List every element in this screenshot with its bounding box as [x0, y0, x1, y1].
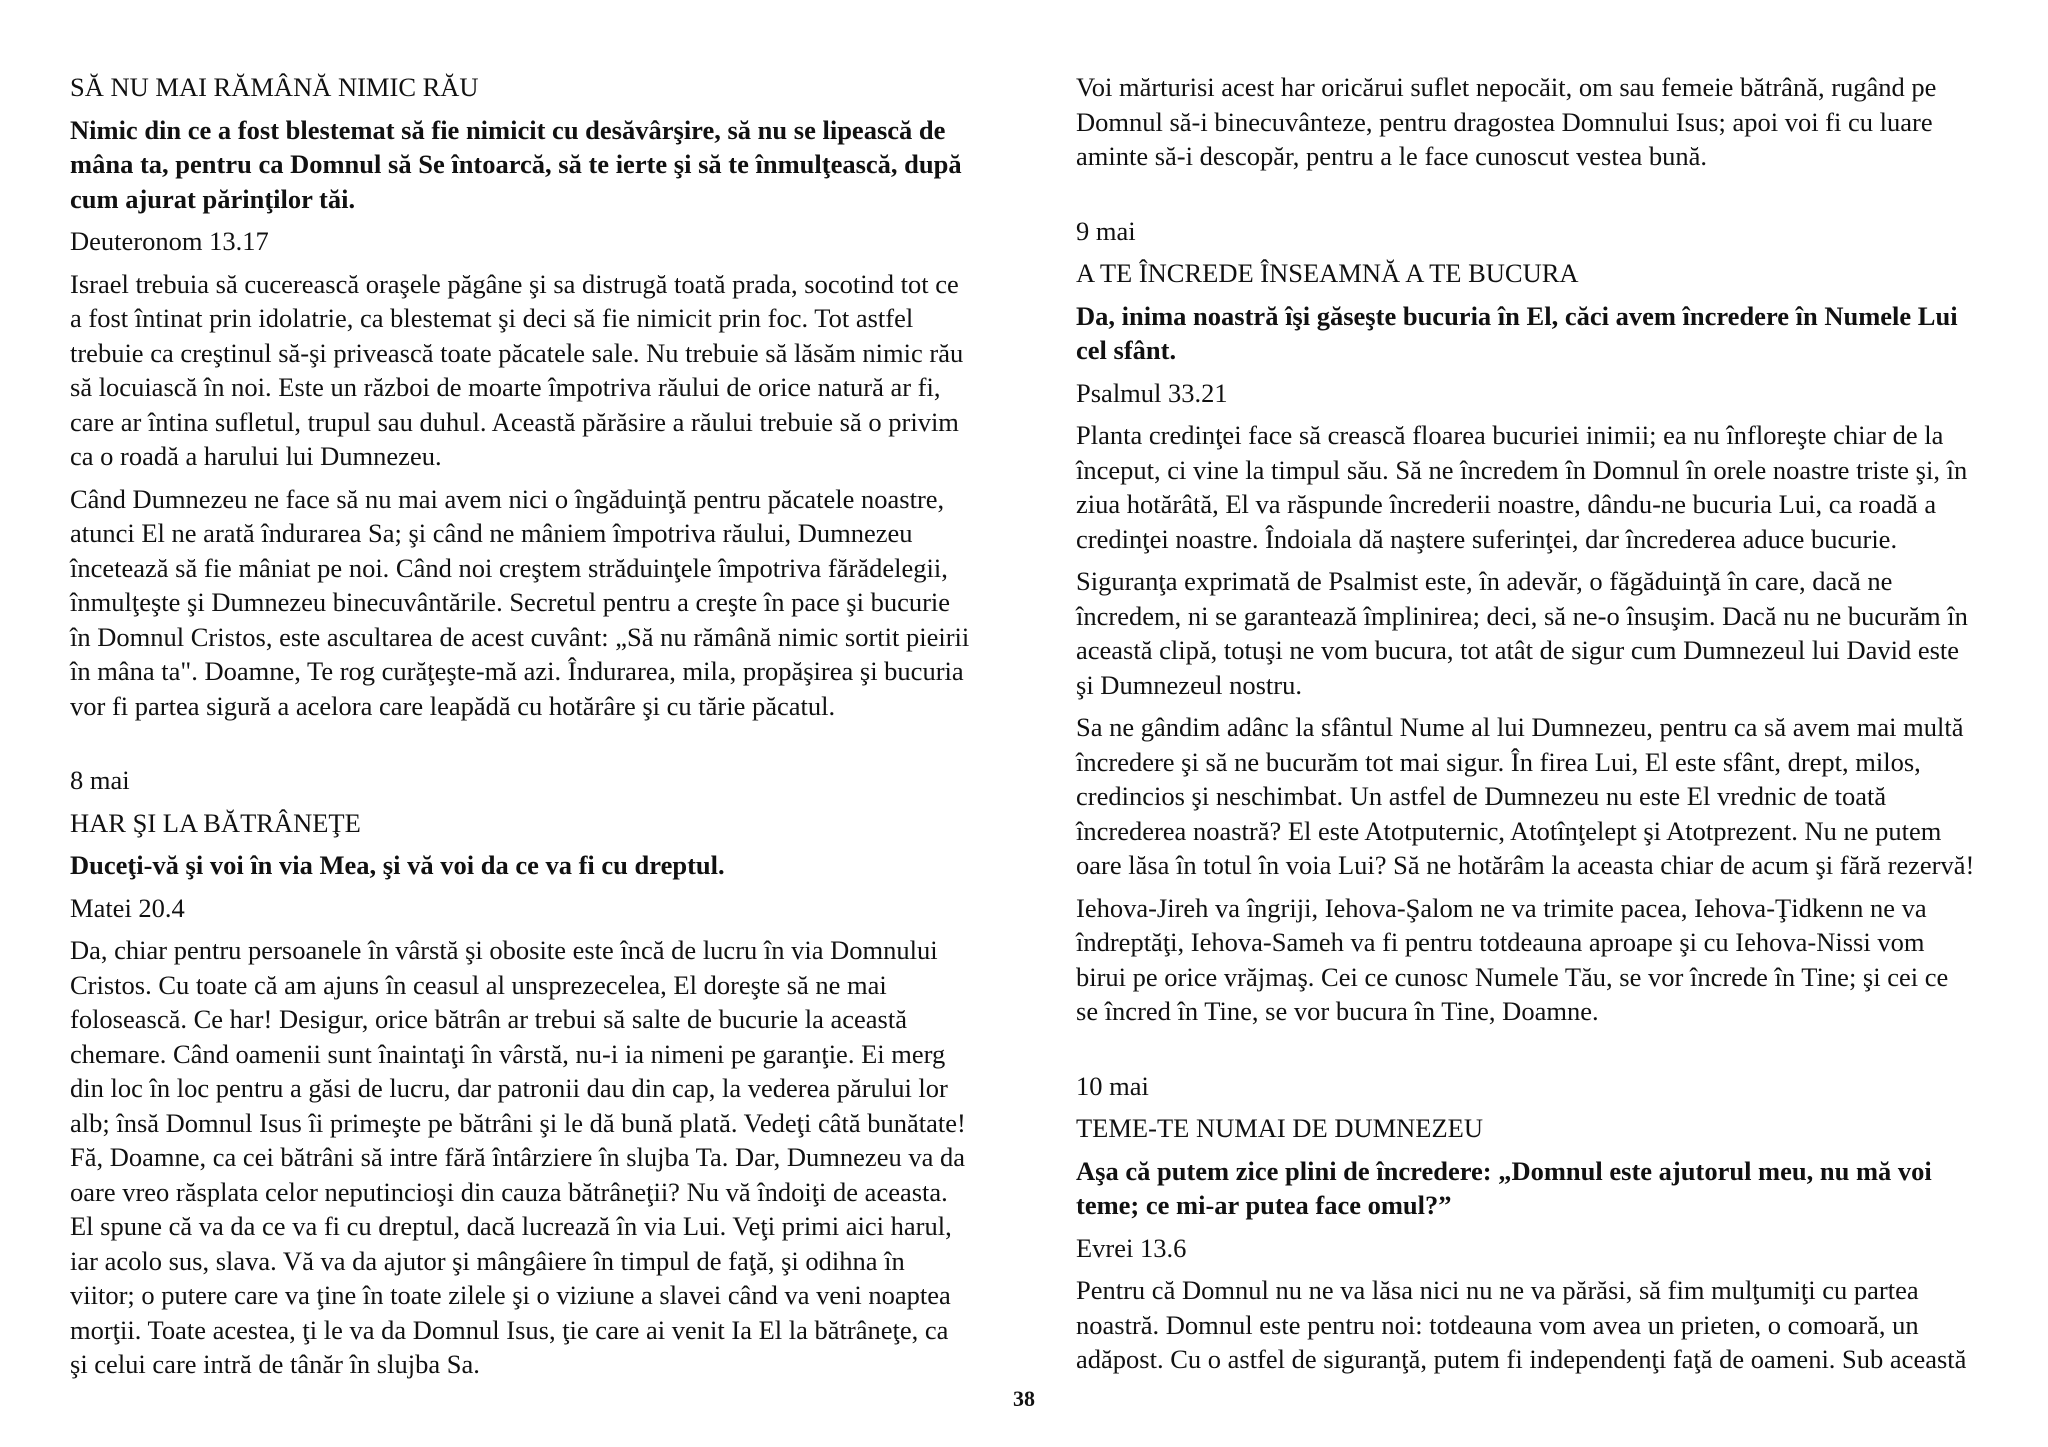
entry-date: 8 mai — [70, 765, 130, 795]
scripture-reference: Matei 20.4 — [70, 892, 185, 923]
entry-verse: Da, inima noastră îşi găseşte bucuria în El, căci avem încredere în Numele Lui cel sfânt. — [1076, 300, 1958, 365]
body-paragraph: Planta credinţei face să crească floarea bucuriei inimii; ea nu înfloreşte chiar de la început, ci vine la timpul său. Să ne încredem în Domnul în orele noastre triste şi, în ziua hotărâtă, El va răspunde încrederii noastre, dându-ne bucuria Lui, ca roadă a credinţei noastre. Îndoiala dă naştere suferinţei, dar încrederea aduce bucurie. — [1076, 420, 1968, 554]
entry-verse: Duceţi-vă şi voi în via Mea, şi vă voi da ce va fi cu dreptul. — [70, 850, 725, 880]
entry-heading: SĂ NU MAI RĂMÂNĂ NIMIC RĂU — [70, 72, 479, 102]
entry-date: 10 mai — [1076, 1070, 1149, 1101]
body-paragraph: Voi mărturisi acest har oricărui suflet nepocăit, om sau femeie bătrână, rugând pe Domnul să-i binecuvânteze, pentru dragostea Domnului Isus; apoi voi fi cu luare aminte să-i descopăr, pentru a le face cunoscut vestea bună. — [1076, 72, 1937, 171]
body-paragraph: Pentru că Domnul nu ne va lăsa nici nu ne va părăsi, să fim mulţumiţi cu partea noastră. Domnul este pentru noi: totdeauna vom avea un prieten, o comoară, un adăpost. Cu o astfel de siguranţă, putem fi independenţi faţă de oameni. Sub această — [1076, 1275, 1967, 1374]
entry-spacer — [1076, 1037, 1976, 1069]
entry-verse: Aşa că putem zice plini de încredere: „Domnul este ajutorul meu, nu mă voi teme; ce mi-ar putea face omul?” — [1076, 1155, 1932, 1220]
entry-heading: TEME-TE NUMAI DE DUMNEZEU — [1076, 1113, 1483, 1143]
scripture-reference: Deuteronom 13.17 — [70, 226, 269, 256]
scripture-reference: Psalmul 33.21 — [1076, 377, 1228, 408]
entry-date: 9 mai — [1076, 215, 1136, 246]
entry-spacer — [70, 731, 970, 763]
body-paragraph: Iehova-Jireh va îngriji, Iehova-Şalom ne va trimite pacea, Iehova-Ţidkenn ne va îndreptăţi, Iehova-Sameh va fi pentru totdeauna aproape şi cu Iehova-Nissi vom birui pe orice vrăjmaş. Cei ce cunosc Numele Tău, se vor încrede în Tine; şi cei ce se încred în Tine, se vor bucura în Tine, Doamne. — [1076, 892, 1949, 1026]
body-paragraph: Da, chiar pentru persoanele în vârstă şi obosite este încă de lucru în via Domnului Cristos. Cu toate că am ajuns în ceasul al unsprezecelea, El doreşte să ne mai folosească. Ce har! Desigur, orice bătrân ar trebui să salte de bucurie la această chemare. Când oamenii sunt înaintaţi în vârstă, nu-i ia nimeni pe garanţie. Ei merg din loc în loc pentru a găsi de lucru, dar patronii dau din cap, la vederea părului lor alb; însă Domnul Isus îi primeşte pe bătrâni şi le dă bună plată. Vedeţi câtă bunătate! Fă, Doamne, ca cei bătrâni să intre fără întârziere în slujba Ta. Dar, Dumnezeu va da oare vreo răsplata celor neputincioşi din cauza bătrâneţii? Nu vă îndoiţi de aceasta. El spune că va da ce va fi cu dreptul, dacă lucrează în via Lui. Veţi primi aici harul, iar acolo sus, slava. Vă va da ajutor şi mângâiere în timpul de faţă, şi odihna în viitor; o putere care va ţine în toate zilele şi o viziune a slavei când va veni noaptea morţii. Toate acestea, ţi le va da Domnul Isus, ţie care ai venit Ia El la bătrâneţe, ca şi celui care intră de tânăr în slujba Sa. — [70, 935, 966, 1379]
left-column — [70, 70, 970, 1390]
body-paragraph: Israel trebuia să cucerească oraşele păgâne şi sa distrugă toată prada, socotind tot ce a fost întinat prin idolatrie, ca blestemat şi deci să fie nimicit prin foc. Tot astfel trebuie ca creştinul să-şi privească toate păcatele sale. Nu trebuie să lăsăm nimic rău să locuiască în noi. Este un război de moarte împotriva răului de orice natură ar fi, care ar întina sufletul, trupul sau duhul. Această părăsire a răului trebuie să o privim ca o roadă a harului lui Dumnezeu. — [70, 268, 964, 471]
entry-spacer — [1076, 182, 1976, 214]
body-paragraph: Sa ne gândim adânc la sfântul Nume al lui Dumnezeu, pentru ca să avem mai multă încredere şi să ne bucurăm tot mai sigur. În firea Lui, El este sfânt, drept, milos, credincios şi neschimbat. Un astfel de Dumnezeu nu este El vrednic de toată încrederea noastră? El este Atotputernic, Atotînţelept şi Atotprezent. Nu ne putem oare lăsa în totul în voia Lui? Să ne hotărâm la aceasta chiar de acum şi fără rezervă! — [1076, 712, 1975, 880]
right-column — [1076, 70, 1976, 1385]
entry-heading: A TE ÎNCREDE ÎNSEAMNĂ A TE BUCURA — [1076, 258, 1579, 288]
body-paragraph: Siguranţa exprimată de Psalmist este, în adevăr, o făgăduinţă în care, dacă ne încredem, ni se garantează împlinirea; deci, să ne-o însuşim. Dacă nu ne bucurăm în această clipă, totuşi ne vom bucura, tot atât de sigur cum Dumnezeul lui David este şi Dumnezeul nostru. — [1076, 566, 1968, 700]
body-paragraph: Când Dumnezeu ne face să nu mai avem nici o îngăduinţă pentru păcatele noastre, atunci El ne arată îndurarea Sa; şi când ne mâniem împotriva răului, Dumnezeu încetează să fie mâniat pe noi. Când noi creştem străduinţele împotriva fărădelegii, înmulţeşte şi Dumnezeu binecuvântările. Secretul pentru a creşte în pace şi bucurie în Domnul Cristos, este ascultarea de acest cuvânt: „Să nu rămână nimic sortit pieirii în mâna ta". Doamne, Te rog curăţeşte-mă azi. Îndurarea, mila, propăşirea şi bucuria vor fi partea sigură a acelora care leapădă cu hotărâre şi cu tărie păcatul. — [70, 483, 970, 721]
entry-verse: Nimic din ce a fost blestemat să fie nimicit cu desăvârşire, să nu se lipească de mâna ta, pentru ca Domnul să Se întoarcă, să te ierte şi să te înmulţească, după cum ajurat părinţilor tăi. — [70, 114, 962, 214]
page-number: 38 — [1013, 1386, 1035, 1411]
scripture-reference: Evrei 13.6 — [1076, 1232, 1187, 1263]
entry-heading: HAR ŞI LA BĂTRÂNEŢE — [70, 807, 361, 838]
